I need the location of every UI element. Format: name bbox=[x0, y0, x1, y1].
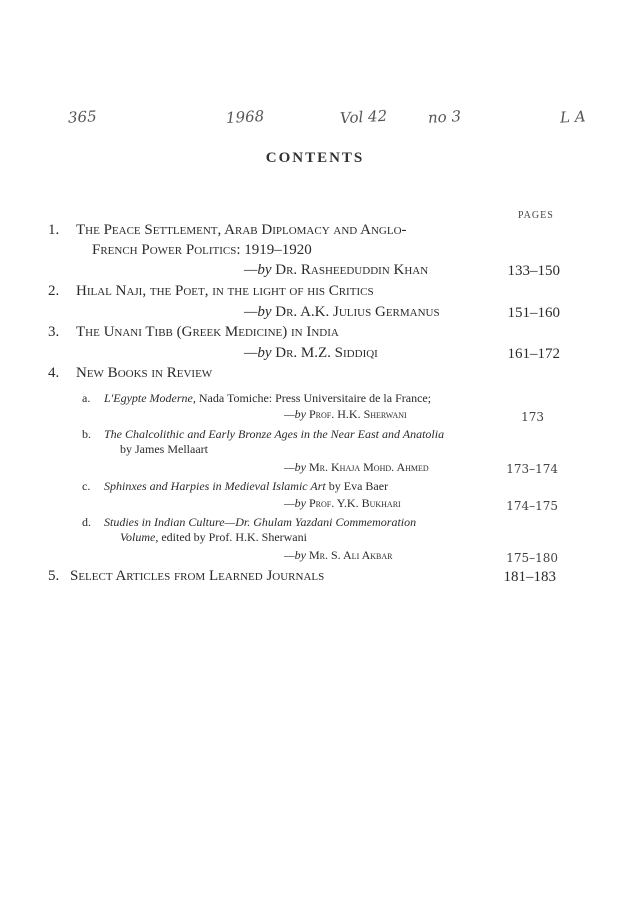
review-d-book-line2: Volume, edited by Prof. H.K. Sherwani bbox=[120, 530, 307, 544]
review-d-book: Studies in Indian Culture—Dr. Ghulam Yazdani Commemoration bbox=[104, 515, 417, 529]
handwritten-volume: Vol 42 bbox=[339, 106, 388, 128]
entry-3-byline: —by Dr. M.Z. Siddiqi bbox=[244, 345, 378, 361]
review-c-pages: 174–175 bbox=[506, 499, 558, 513]
entry-2-title: Hilal Naji, the Poet, in the light of his Critics bbox=[76, 283, 374, 299]
review-c-reviewer: Prof. Y.K. Bukhari bbox=[309, 496, 401, 510]
review-a-letter: a. bbox=[82, 391, 91, 405]
entry-3-number: 3. bbox=[48, 324, 60, 340]
entry-2-byline: —by Dr. A.K. Julius Germanus bbox=[244, 304, 440, 320]
review-d-reviewer: Mr. S. Ali Akbar bbox=[309, 548, 393, 562]
entry-3-author: Dr. M.Z. Siddiqi bbox=[275, 345, 378, 361]
entry-2-pages: 151–160 bbox=[507, 305, 560, 321]
review-c-byline: —by Prof. Y.K. Bukhari bbox=[284, 496, 401, 510]
entry-2-author: Dr. A.K. Julius Germanus bbox=[275, 304, 440, 320]
entry-5-number: 5. bbox=[48, 568, 60, 584]
entry-3-title: The Unani Tibb (Greek Medicine) in India bbox=[76, 324, 339, 340]
handwritten-volume-number: 365 bbox=[67, 107, 98, 127]
review-b-book: The Chalcolithic and Early Bronze Ages in the Near East and Anatolia bbox=[104, 427, 445, 441]
handwritten-year: 1968 bbox=[225, 107, 265, 127]
review-d-pages: 175–180 bbox=[506, 551, 558, 565]
review-a-reviewer: Prof. H.K. Sherwani bbox=[309, 407, 407, 421]
entry-3-pages: 161–172 bbox=[507, 346, 560, 362]
review-a-pages: 173 bbox=[521, 410, 544, 424]
entry-5-pages: 181–183 bbox=[503, 569, 556, 585]
handwritten-initials: L A bbox=[559, 107, 587, 127]
review-b-pages: 173–174 bbox=[506, 462, 558, 476]
review-b-reviewer: Mr. Khaja Mohd. Ahmed bbox=[309, 460, 429, 474]
entry-1-title-line2: French Power Politics: 1919–1920 bbox=[92, 242, 312, 258]
review-c-book: Sphinxes and Harpies in Medieval Islamic Art by Eva Baer bbox=[104, 479, 389, 493]
review-a-byline: —by Prof. H.K. Sherwani bbox=[284, 407, 407, 421]
review-b-letter: b. bbox=[82, 427, 91, 441]
entry-5-title: Select Articles from Learned Journals bbox=[70, 568, 325, 584]
review-c-letter: c. bbox=[82, 479, 91, 493]
page-title: CONTENTS bbox=[265, 150, 365, 166]
review-b-byline: —by Mr. Khaja Mohd. Ahmed bbox=[284, 460, 429, 474]
review-d-byline: —by Mr. S. Ali Akbar bbox=[284, 548, 393, 562]
entry-4-number: 4. bbox=[48, 365, 60, 381]
entry-1-pages: 133–150 bbox=[507, 263, 560, 279]
entry-1-author: Dr. Rasheeduddin Khan bbox=[275, 262, 429, 278]
review-b-author: by James Mellaart bbox=[120, 442, 208, 456]
review-d-letter: d. bbox=[82, 515, 91, 529]
entry-1-byline: —by Dr. Rasheeduddin Khan bbox=[244, 262, 429, 278]
pages-header: PAGES bbox=[518, 210, 554, 221]
review-a-book: L'Egypte Moderne, Nada Tomiche: Press Universitaire de la France; bbox=[104, 391, 432, 405]
entry-2-number: 2. bbox=[48, 283, 60, 299]
handwritten-issue: no 3 bbox=[427, 107, 462, 127]
entry-1-title-line1: The Peace Settlement, Arab Diplomacy and Anglo- bbox=[76, 222, 407, 238]
entry-4-title: New Books in Review bbox=[76, 365, 213, 381]
entry-1-number: 1. bbox=[48, 222, 60, 238]
